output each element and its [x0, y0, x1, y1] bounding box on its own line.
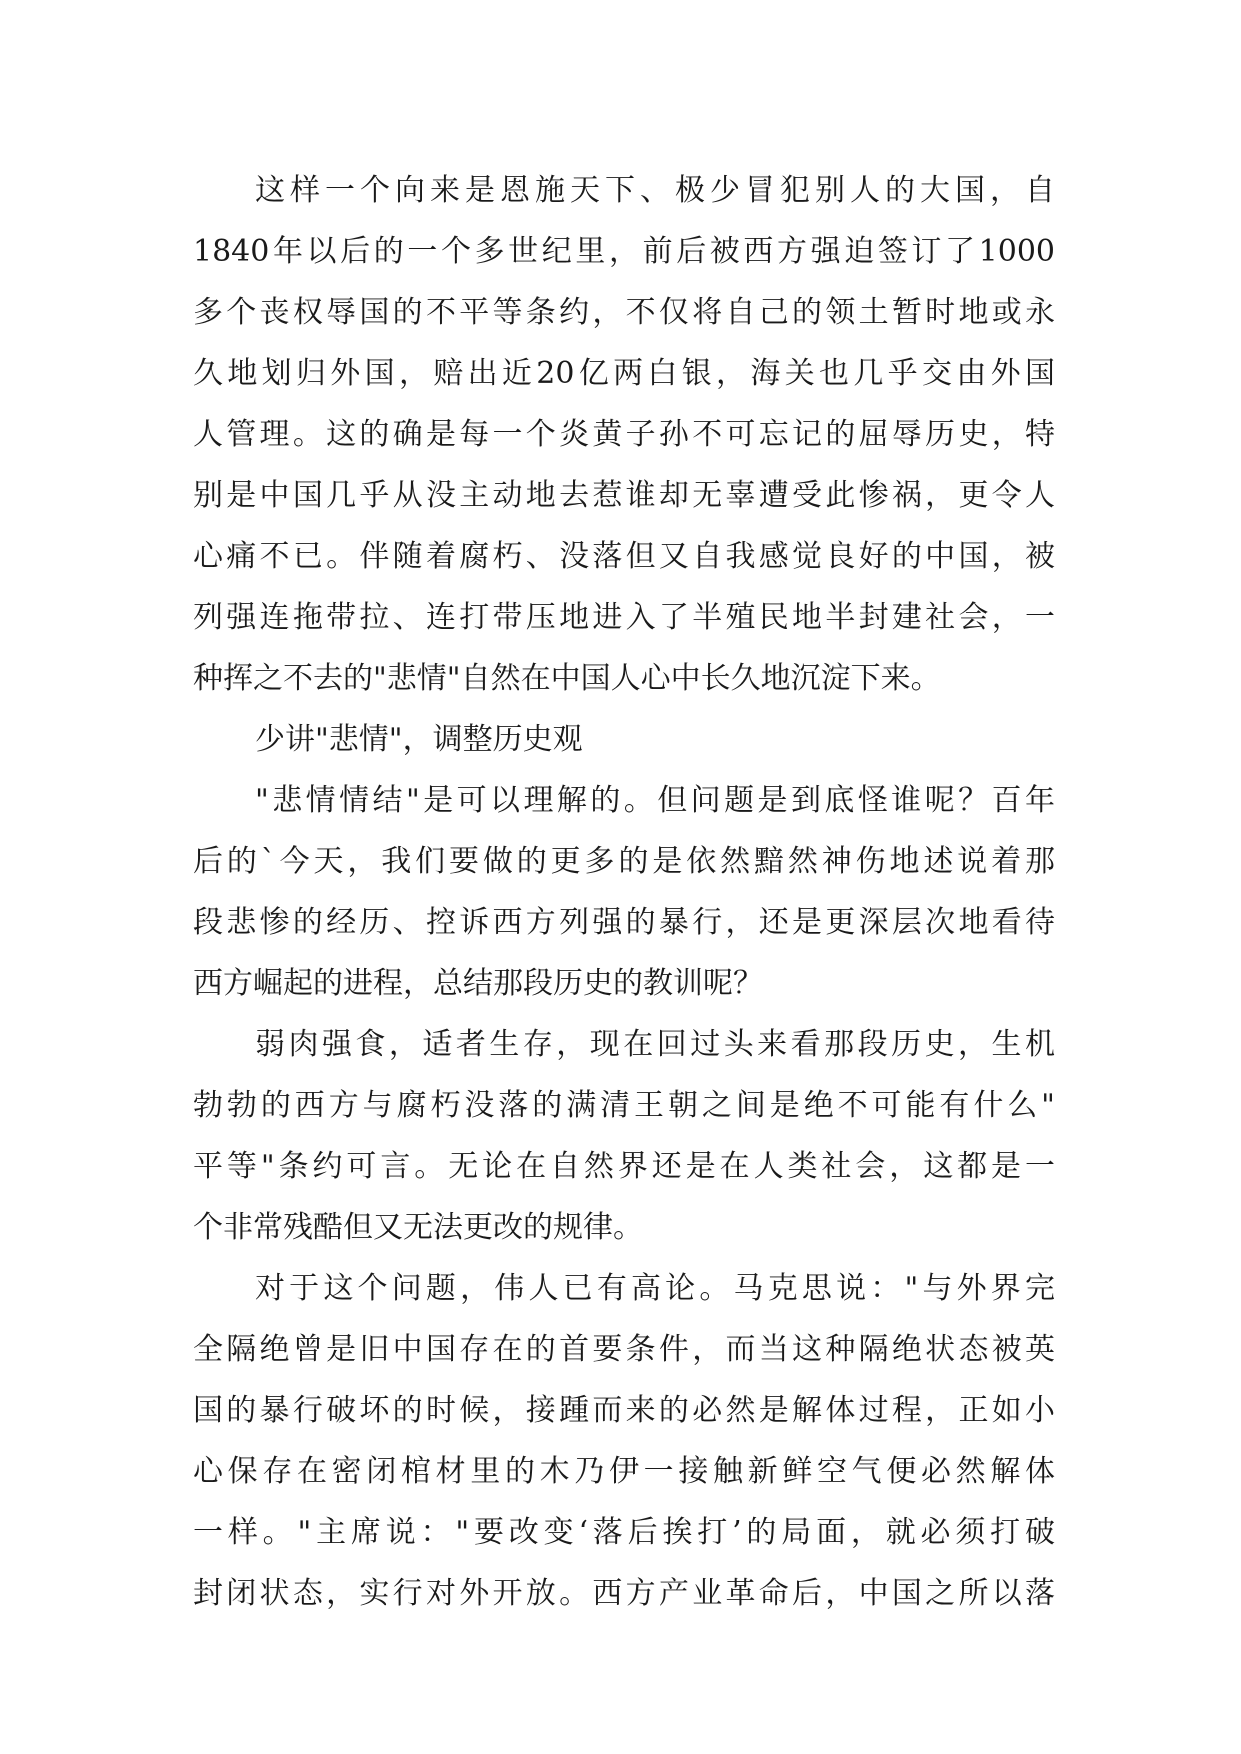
text-line: 心痛不已。伴随着腐朽、没落但又自我感觉良好的中国，被 [193, 539, 1055, 574]
text-line: 这样一个向来是恩施天下、极少冒犯别人的大国，自 [255, 173, 1055, 208]
text-line: 心保存在密闭棺材里的木乃伊一接触新鲜空气便必然解体 [193, 1454, 1055, 1489]
paragraph-1 [193, 160, 1055, 709]
paragraph-2 [193, 709, 1055, 770]
text-line: 段悲惨的经历、控诉西方列强的暴行，还是更深层次地看待 [193, 905, 1055, 940]
text-line: 列强连拖带拉、连打带压地进入了半殖民地半封建社会，一 [193, 600, 1055, 635]
paragraph-3 [193, 770, 1055, 1014]
body-text [193, 160, 1055, 1624]
text-line: 西方崛起的进程，总结那段历史的教训呢？ [193, 966, 763, 1001]
text-line: "悲情情结"是可以理解的。但问题是到底怪谁呢？百年 [255, 783, 1055, 818]
text-line: 全隔绝曾是旧中国存在的首要条件，而当这种隔绝状态被英 [193, 1332, 1055, 1367]
text-line: 弱肉强食，适者生存，现在回过头来看那段历史，生机 [255, 1027, 1055, 1062]
text-line: 对于这个问题，伟人已有高论。马克思说："与外界完 [255, 1271, 1055, 1306]
text-line: 平等"条约可言。无论在自然界还是在人类社会，这都是一 [193, 1149, 1055, 1184]
text-line: 种挥之不去的"悲情"自然在中国人心中长久地沉淀下来。 [193, 661, 941, 696]
paragraph-4 [193, 1014, 1055, 1258]
text-line: 久地划归外国，赔出近20亿两白银，海关也几乎交由外国 [193, 356, 1055, 391]
text-line: 多个丧权辱国的不平等条约，不仅将自己的领土暂时地或永 [193, 295, 1055, 330]
paragraph-5 [193, 1258, 1055, 1624]
section-heading: 少讲"悲情"，调整历史观 [255, 722, 583, 757]
text-line: 国的暴行破坏的时候，接踵而来的必然是解体过程，正如小 [193, 1393, 1055, 1428]
text-line: 一样。"主席说："要改变‘落后挨打’的局面，就必须打破 [193, 1515, 1055, 1550]
text-line: 个非常残酷但又无法更改的规律。 [193, 1210, 643, 1245]
text-line: 封闭状态，实行对外开放。西方产业革命后，中国之所以落 [193, 1576, 1055, 1611]
text-line: 别是中国几乎从没主动地去惹谁却无辜遭受此惨祸，更令人 [193, 478, 1055, 513]
text-line: 后的`今天，我们要做的更多的是依然黯然神伤地述说着那 [193, 844, 1055, 879]
text-line: 人管理。这的确是每一个炎黄子孙不可忘记的屈辱历史，特 [193, 417, 1055, 452]
text-line: 1840年以后的一个多世纪里，前后被西方强迫签订了1000 [193, 234, 1055, 269]
text-line: 勃勃的西方与腐朽没落的满清王朝之间是绝不可能有什么" [193, 1088, 1055, 1123]
